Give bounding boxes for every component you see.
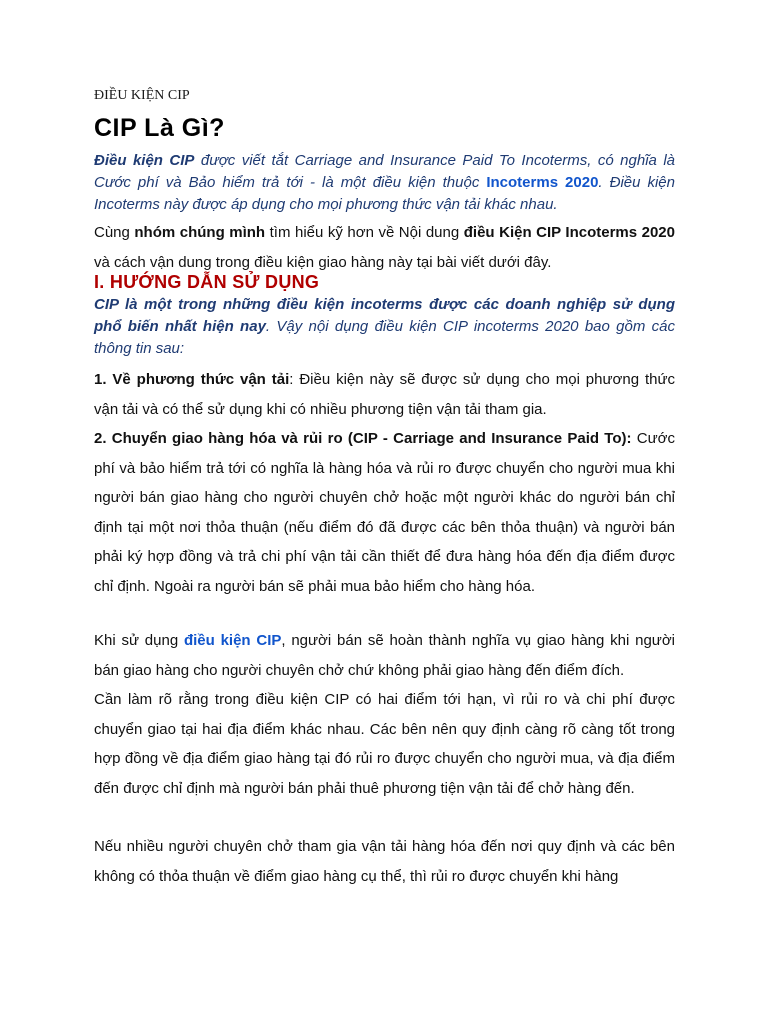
section-intro	[94, 294, 675, 360]
para2-text-3: và cách vận dung trong điều kiện giao hàng này tại bài viết dưới đây.	[94, 253, 552, 271]
item-1-label: 1. Về phương thức vận tải	[94, 371, 290, 388]
para-cip-text-1: Khi sử dụng	[94, 632, 184, 649]
para-cip-text-2: , người bán sẽ hoàn thành nghĩa vụ giao hàng khi người bán giao hàng cho người chuyên chở chứ không phải giao hàng đến điểm đích.	[94, 632, 675, 679]
para2-bold-2: điều Kiện CIP Incoterms 2020	[463, 224, 675, 241]
page-title: CIP Là Gì?	[94, 114, 225, 142]
para2-text-1: Cùng	[94, 224, 135, 241]
para-intro-2	[94, 218, 675, 277]
item-2	[94, 424, 675, 601]
para2-bold-1: nhóm chúng mình	[134, 224, 266, 241]
section-heading: I. HƯỚNG DẪN SỬ DỤNG	[94, 272, 320, 292]
para-limits: Cần làm rõ rằng trong điều kiện CIP có hai điểm tới hạn, vì rủi ro và chi phí được chuyển giao tại hai địa điểm khác nhau. Các bên nên quy định càng rõ càng tốt trong hợp đồng về địa điểm giao hàng tại đó rủi ro được chuyển cho người mua, và địa điểm đến được chỉ định mà người bán phải thuê phương tiện vận tải để chở hàng đến.	[94, 691, 675, 797]
incoterms-2020-link[interactable]: Incoterms 2020	[486, 174, 599, 191]
intro-text-1: được viết tắt Carriage and Insurance Paid To Incoterms, có nghĩa là Cước phí và Bảo hiểm trả tới - là một điều kiện thuộc	[94, 152, 676, 191]
para-cip-usage	[94, 626, 675, 685]
section-intro-rest: . Vậy nội dụng điều kiện CIP incoterms 2020 bao gồm các thông tin sau:	[94, 318, 675, 357]
item-1	[94, 365, 675, 424]
intro-paragraph	[94, 150, 675, 216]
para2-text-2: tìm hiểu kỹ hơn về Nội dung	[265, 224, 464, 241]
intro-lead-bold: Điều kiện CIP	[94, 152, 195, 169]
header-label: ĐIỀU KIỆN CIP	[94, 88, 190, 103]
dieu-kien-cip-link[interactable]: điều kiện CIP	[183, 632, 282, 649]
section-intro-bold: CIP là một trong những điều kiện incoterms được các doanh nghiệp sử dụng phổ biến nhất hiện nay	[94, 296, 675, 335]
para-last: Nếu nhiều người chuyên chở tham gia vận tải hàng hóa đến nơi quy định và các bên không có thỏa thuận về điểm giao hàng cụ thể, thì rủi ro được chuyển khi hàng	[94, 838, 675, 885]
item-1-text: : Điều kiện này sẽ được sử dụng cho mọi phương thức vận tải và có thể sử dụng khi có nhiều phương tiện vận tải tham gia.	[94, 371, 675, 418]
intro-text-2: . Điều kiện Incoterms này được áp dụng cho mọi phương thức vận tải khác nhau.	[94, 174, 675, 213]
item-2-text: Cước phí và bảo hiểm trả tới có nghĩa là hàng hóa và rủi ro được chuyển cho người mua khi người bán giao hàng cho người chuyên chở hoặc một người khác do người bán chỉ định tại một nơi thỏa thuận (nếu điểm đó đã được các bên thỏa thuận) và người bán phải ký hợp đồng và trả chi phí vận tải cần thiết để đưa hàng hóa đến địa điểm được chỉ định. Ngoài ra người bán sẽ phải mua bảo hiểm cho hàng hóa.	[94, 430, 675, 595]
item-2-label: 2. Chuyển giao hàng hóa và rủi ro (CIP - Carriage and Insurance Paid To):	[94, 430, 632, 447]
